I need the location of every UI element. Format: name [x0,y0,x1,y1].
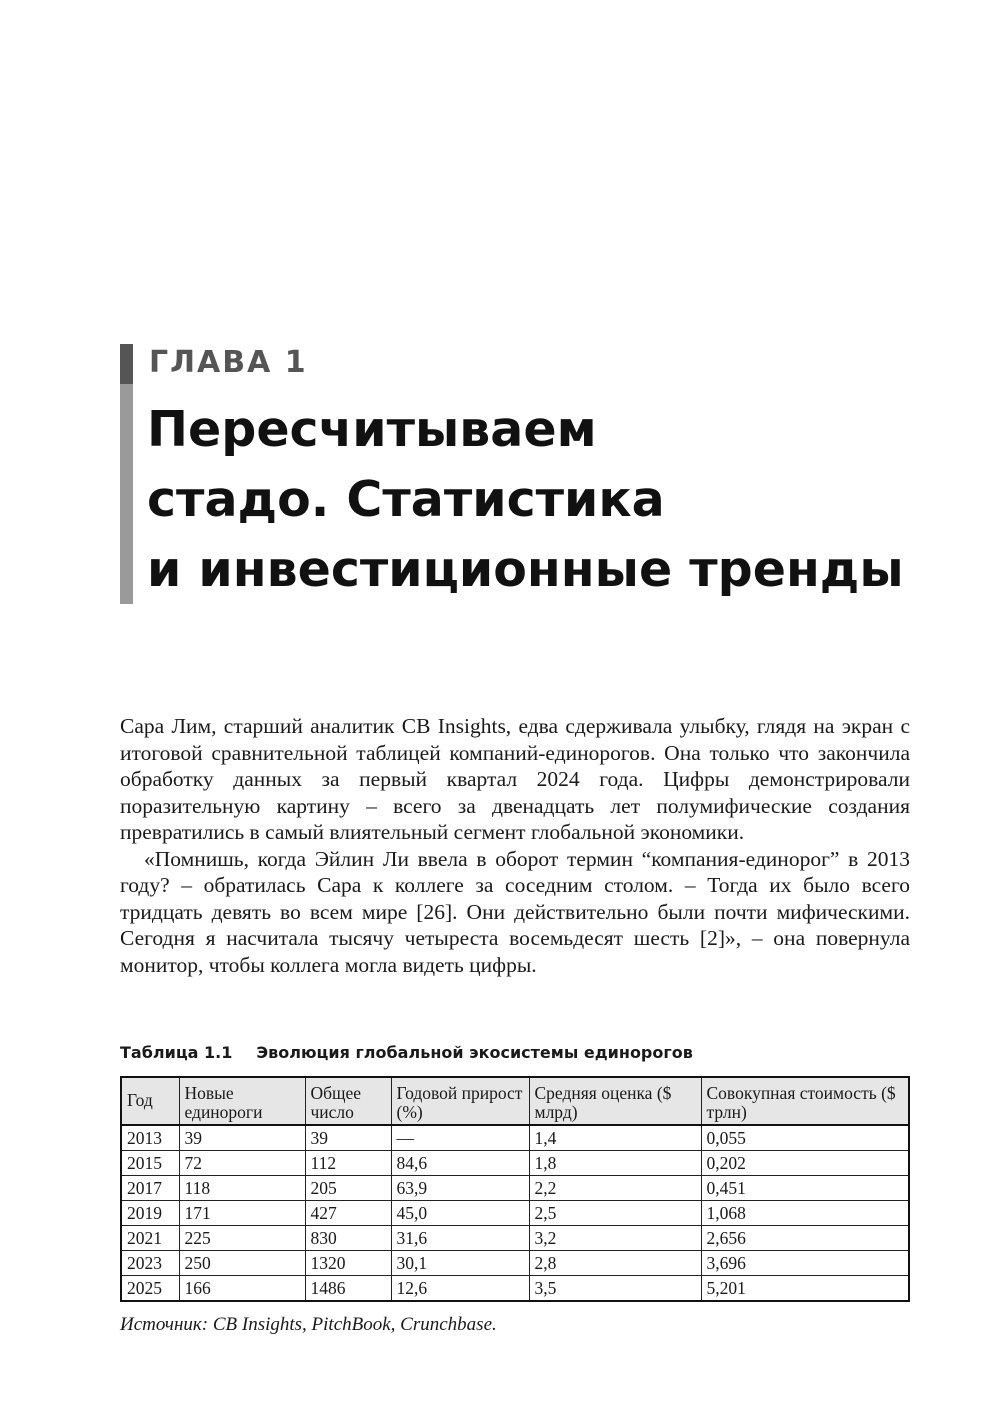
cell-average-valuation: 1,4 [529,1125,701,1151]
cell-total-count: 112 [305,1151,391,1176]
cell-total-value: 0,055 [701,1125,909,1151]
cell-total-value: 5,201 [701,1276,909,1302]
table-row [121,1226,909,1251]
cell-total-count: 427 [305,1201,391,1226]
cell-year: 2019 [121,1201,179,1226]
cell-average-valuation: 1,8 [529,1151,701,1176]
cell-annual-growth: 31,6 [391,1226,529,1251]
table-header-row [121,1077,909,1125]
cell-average-valuation: 3,5 [529,1276,701,1302]
cell-average-valuation: 2,8 [529,1251,701,1276]
cell-year: 2017 [121,1176,179,1201]
table-caption-title: Эволюция глобальной экосистемы единорогов [256,1043,693,1062]
cell-year: 2015 [121,1151,179,1176]
cell-total-value: 3,696 [701,1251,909,1276]
table-row [121,1151,909,1176]
table-row [121,1176,909,1201]
cell-year: 2023 [121,1251,179,1276]
chapter-title-line: стадо. Статистика [147,471,665,528]
column-header-new-unicorns: Новые единороги [179,1077,305,1125]
column-header-annual-growth: Годовой прирост (%) [391,1077,529,1125]
chapter-title-line: Пересчитываем [147,401,597,458]
column-header-total-count: Общее число [305,1077,391,1125]
cell-new-unicorns: 118 [179,1176,305,1201]
cell-year: 2021 [121,1226,179,1251]
cell-total-value: 2,656 [701,1226,909,1251]
paragraph: «Помнишь, когда Эйлин Ли ввела в оборот термин “компания-единорог” в 2013 году? – обратилась Сара к коллеге за соседним столом. – Тогда их было всего тридцать девять во всем мире [26]. Они действительно были почти мифическими. Сегодня я насчитала тысячу четыреста восемьдесят шесть [2]», – она повернула монитор, чтобы коллега могла видеть цифры. [120,846,910,977]
body-text [120,713,910,978]
cell-average-valuation: 3,2 [529,1226,701,1251]
cell-new-unicorns: 166 [179,1276,305,1302]
cell-new-unicorns: 39 [179,1125,305,1151]
table-source-note: Источник: CB Insights, PitchBook, Crunchbase. [120,1314,497,1335]
cell-annual-growth: 84,6 [391,1151,529,1176]
cell-annual-growth: 12,6 [391,1276,529,1302]
chapter-label: ГЛАВА 1 [149,345,308,380]
cell-annual-growth: 30,1 [391,1251,529,1276]
cell-average-valuation: 2,5 [529,1201,701,1226]
column-header-total-value: Совокупная стоимость ($ трлн) [701,1077,909,1125]
cell-new-unicorns: 250 [179,1251,305,1276]
cell-annual-growth: 63,9 [391,1176,529,1201]
cell-total-count: 830 [305,1226,391,1251]
cell-annual-growth: 45,0 [391,1201,529,1226]
cell-new-unicorns: 225 [179,1226,305,1251]
cell-total-count: 205 [305,1176,391,1201]
cell-new-unicorns: 72 [179,1151,305,1176]
unicorn-ecosystem-table [120,1076,910,1302]
cell-total-count: 1320 [305,1251,391,1276]
table-caption [120,1043,693,1062]
table-row [121,1251,909,1276]
table-row [121,1201,909,1226]
table-row [121,1125,909,1151]
column-header-year: Год [121,1077,179,1125]
cell-annual-growth: — [391,1125,529,1151]
cell-year: 2025 [121,1276,179,1302]
cell-year: 2013 [121,1125,179,1151]
cell-total-value: 1,068 [701,1201,909,1226]
chapter-title-line: и инвестиционные тренды [147,541,904,598]
cell-total-count: 39 [305,1125,391,1151]
cell-total-count: 1486 [305,1276,391,1302]
paragraph: Сара Лим, старший аналитик CB Insights, едва сдерживала улыбку, глядя на экран с итоговой сравнительной таблицей компаний-единорогов. Она только что закончила обработку данных за первый квартал 2024 года. Цифры демонстрировали поразительную картину – всего за двенадцать лет полумифические создания превратились в самый влиятельный сегмент глобальной экономики. [120,714,910,844]
column-header-average-valuation: Средняя оценка ($ млрд) [529,1077,701,1125]
chapter-accent-bar-top [120,344,133,384]
chapter-title [147,395,987,605]
cell-total-value: 0,451 [701,1176,909,1201]
cell-new-unicorns: 171 [179,1201,305,1226]
cell-total-value: 0,202 [701,1151,909,1176]
table-row [121,1276,909,1302]
cell-average-valuation: 2,2 [529,1176,701,1201]
table-caption-number: Таблица 1.1 [120,1043,233,1062]
